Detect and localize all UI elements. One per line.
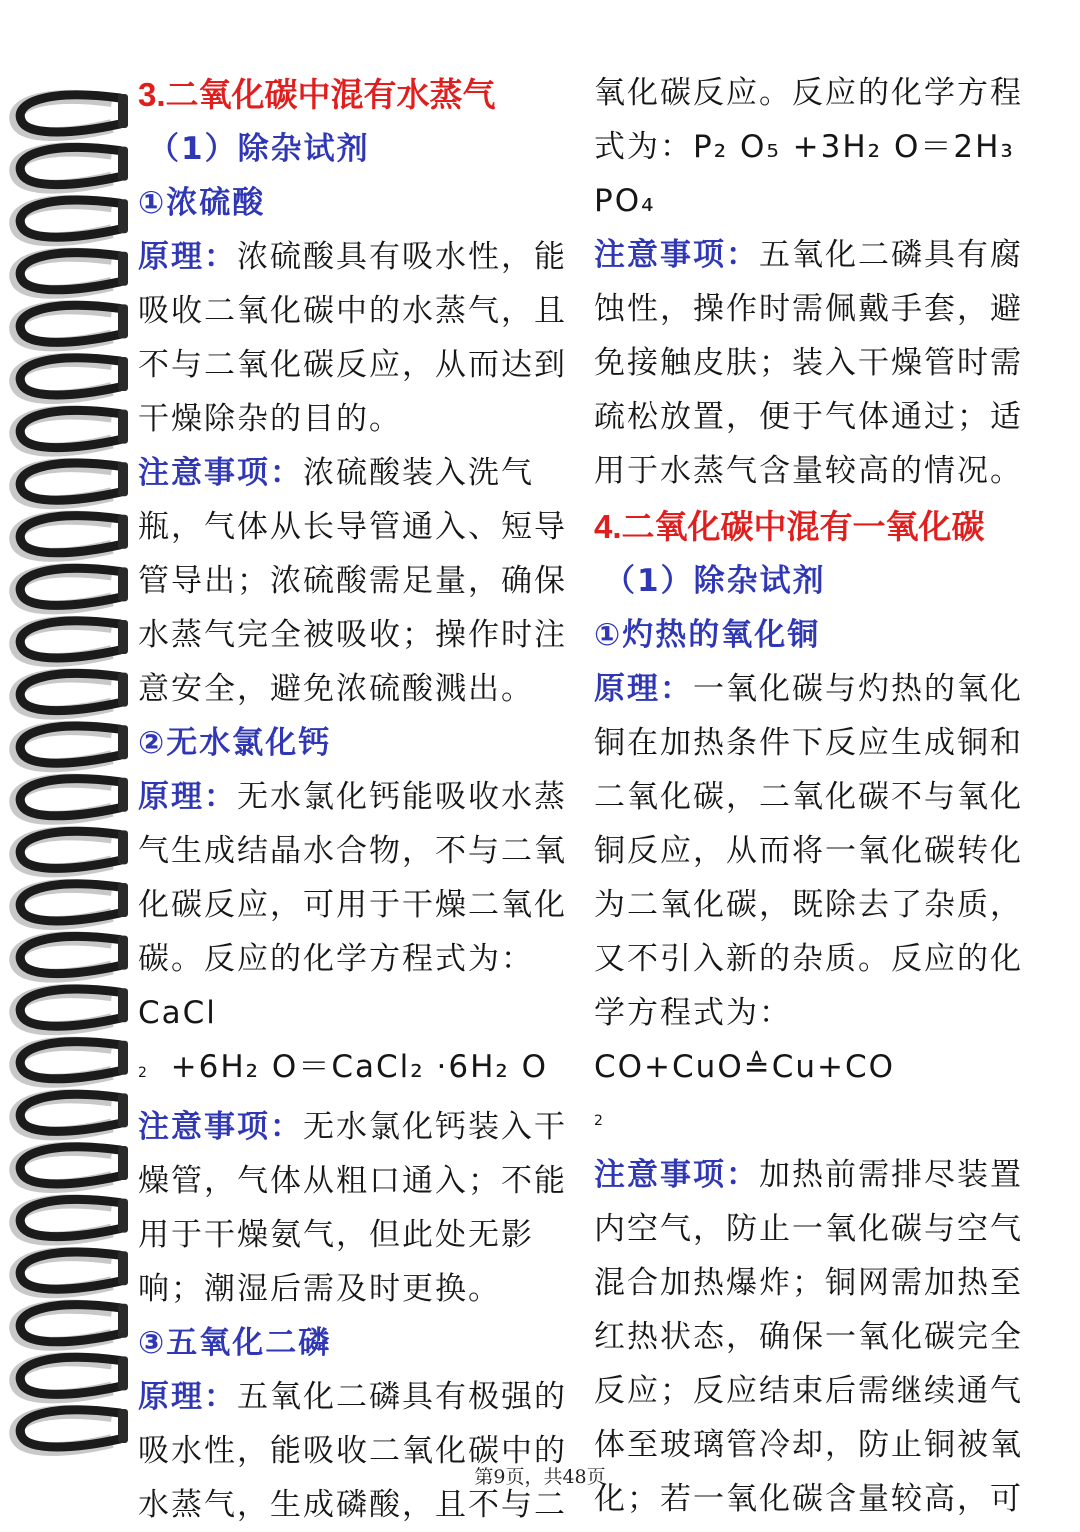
principle-paragraph (138, 230, 568, 446)
binding-hole (118, 673, 128, 707)
binding-hole (118, 988, 128, 1022)
section-heading-3: 3.二氧化碳中混有水蒸气 (138, 76, 496, 113)
binding-hole (118, 1093, 128, 1127)
principle-text: 五氧化二磷具有极强的吸水性，能吸收二氧化碳中的水蒸气，生成磷酸，且不与二 (138, 1379, 567, 1523)
principle-text: 一氧化碳与灼热的氧化铜在加热条件下反应生成铜和二氧化碳，二氧化碳不与氧化铜反应，从而将一氧化碳转化为二氧化碳，既除去了杂质，又不引入新的杂质。反应的化学方程式为：CO+CuO≜Cu+CO (594, 671, 1023, 1085)
binding-hole (118, 94, 128, 128)
binding-hole (118, 1146, 128, 1180)
equation-text: +6H₂ O＝CaCl₂ ·6H₂ O (170, 1049, 549, 1085)
spiral-binding (0, 0, 130, 1470)
equation-subscript: 2 (138, 1065, 147, 1081)
binding-hole (118, 725, 128, 759)
equation-subscript: 2 (594, 1113, 603, 1129)
principle-paragraph (138, 770, 568, 1040)
equation-line: PO₄ (594, 183, 656, 219)
equation-line (138, 1040, 568, 1100)
reagent-hot-copper-oxide: ①灼热的氧化铜 (594, 617, 821, 653)
binding-hole (118, 515, 128, 549)
binding-hole (118, 462, 128, 496)
binding-hole (118, 1356, 128, 1390)
binding-hole (118, 1251, 128, 1285)
note-label: 注意事项： (138, 455, 303, 491)
principle-paragraph (138, 1370, 568, 1532)
binding-hole (118, 410, 128, 444)
note-text: 无水氯化钙装入干燥管，气体从粗口通入；不能用于干燥氨气，但此处无影响；潮湿后需及时更换。 (138, 1109, 567, 1307)
note-text: 五氧化二磷具有腐蚀性，操作时需佩戴手套，避免接触皮肤；装入干燥管时需疏松放置，便于气体通过；适用于水蒸气含量较高的情况。 (594, 237, 1023, 489)
binding-hole (118, 936, 128, 970)
reagent-anhydrous-calcium-chloride: ②无水氯化钙 (138, 725, 332, 761)
note-paragraph (138, 1100, 568, 1316)
binding-hole (118, 567, 128, 601)
page-number: 第9页，共48页 (474, 1466, 606, 1488)
section-heading-4: 4.二氧化碳中混有一氧化碳 (594, 508, 985, 545)
binding-hole (118, 147, 128, 181)
principle-label: 原理： (138, 1379, 237, 1415)
note-text: 加热前需排尽装置内空气，防止一氧化碳与空气混合加热爆炸；铜网需加热至红热状态，确保一氧化碳完全反应；反应结束后需继续通气体至玻璃管冷却，防止铜被氧化；若一氧化碳含量较高，可 (594, 1157, 1023, 1517)
subsection-reagents: （1）除杂试剂 (148, 131, 370, 167)
binding-hole (118, 778, 128, 812)
binding-hole (118, 1304, 128, 1338)
binding-hole (118, 620, 128, 654)
binding-hole (118, 252, 128, 286)
right-column (594, 66, 1026, 1526)
principle-label: 原理： (138, 239, 237, 275)
principle-label: 原理： (138, 779, 237, 815)
note-paragraph (138, 446, 568, 716)
equation-line: 式为：P₂ O₅ +3H₂ O＝2H₃ (594, 129, 1015, 165)
binding-hole (118, 883, 128, 917)
continued-line: 氧化碳反应。反应的化学方程 (594, 75, 1023, 111)
binding-hole (118, 1041, 128, 1075)
binding-hole (118, 199, 128, 233)
reagent-concentrated-sulfuric-acid: ①浓硫酸 (138, 185, 266, 221)
binding-hole (118, 830, 128, 864)
reagent-phosphorus-pentoxide: ③五氧化二磷 (138, 1325, 332, 1361)
binding-hole (118, 1409, 128, 1443)
subsection-reagents: （1）除杂试剂 (604, 563, 826, 599)
note-label: 注意事项： (138, 1109, 303, 1145)
principle-label: 原理： (594, 671, 693, 707)
principle-text: 无水氯化钙能吸收水蒸气生成结晶水合物，不与二氧化碳反应，可用于干燥二氧化碳。反应的化学方程式为：CaCl (138, 779, 567, 1031)
note-label: 注意事项： (594, 237, 759, 273)
note-paragraph (594, 228, 1026, 498)
principle-text: 浓硫酸具有吸水性，能吸收二氧化碳中的水蒸气，且不与二氧化碳反应，从而达到干燥除杂的目的。 (138, 239, 567, 437)
principle-paragraph (594, 662, 1026, 1094)
binding-hole (118, 304, 128, 338)
binding-hole (118, 357, 128, 391)
note-text: 浓硫酸装入洗气瓶，气体从长导管通入、短导管导出；浓硫酸需足量，确保水蒸气完全被吸收；操作时注意安全，避免浓硫酸溅出。 (138, 455, 567, 707)
left-column (138, 66, 568, 1532)
binding-hole (118, 1199, 128, 1233)
note-label: 注意事项： (594, 1157, 759, 1193)
